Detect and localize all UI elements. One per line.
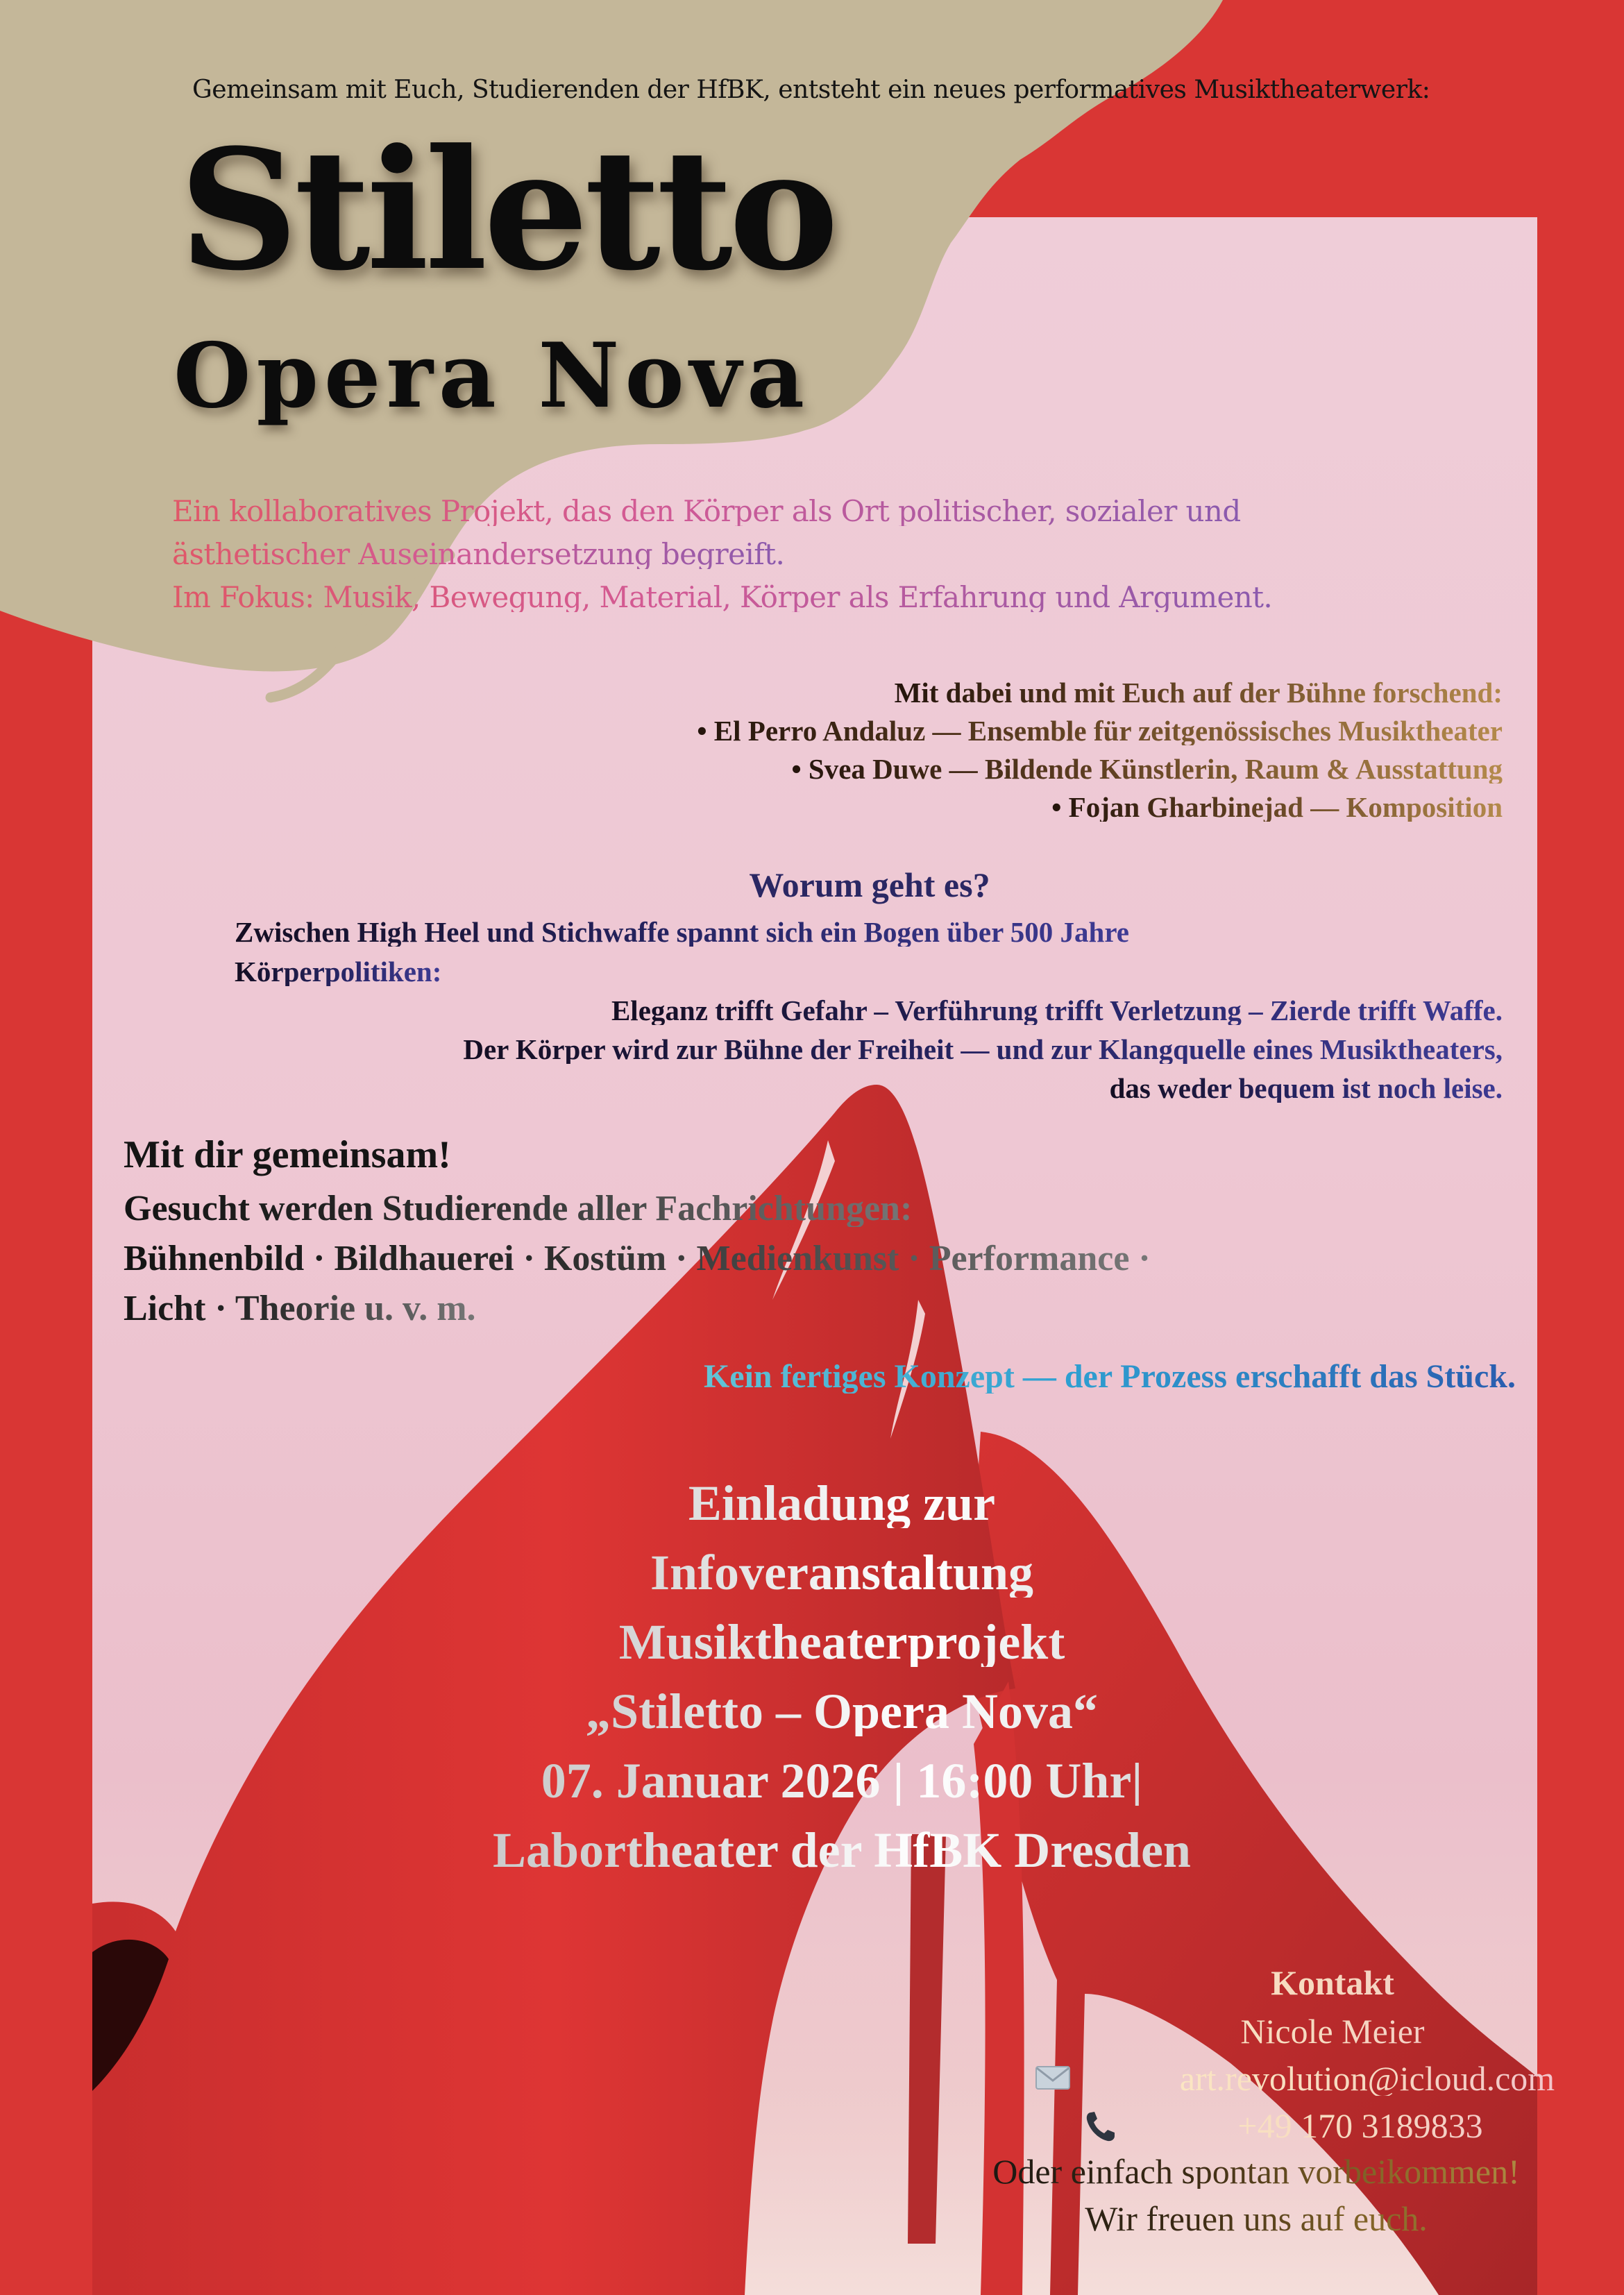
closing-line-2: Wir freuen uns auf euch. bbox=[923, 2201, 1589, 2236]
participants-heading: Mit dabei und mit Euch auf der Bühne forschend: bbox=[894, 677, 1503, 709]
invitation-date-time: 07. Januar 2026 | 16:00 Uhr| bbox=[0, 1756, 1624, 1806]
participant-item: • Fojan Gharbinejad — Komposition bbox=[1051, 791, 1503, 823]
call-heading: Mit dir gemeinsam! bbox=[124, 1133, 451, 1176]
poster-subtitle: Opera Nova bbox=[174, 324, 811, 428]
invitation-line-1: Einladung zur bbox=[0, 1478, 1624, 1528]
call-line-1: Gesucht werden Studierende aller Fachrichtungen: bbox=[124, 1189, 913, 1228]
participant-item: • Svea Duwe — Bildende Künstlerin, Raum & Ausstattung bbox=[791, 753, 1503, 785]
contact-email-link[interactable]: art.revolution@icloud.com bbox=[1034, 2061, 1624, 2096]
participant-item: • El Perro Andaluz — Ensemble für zeitgenössisches Musiktheater bbox=[697, 715, 1503, 747]
contact-name: Nicole Meier bbox=[999, 2014, 1624, 2049]
description-line-3: Im Fokus: Musik, Bewegung, Material, Körper als Erfahrung und Argument. bbox=[172, 580, 1273, 614]
about-line-2: Körperpolitiken: bbox=[235, 956, 442, 988]
invitation-title: „Stiletto – Opera Nova“ bbox=[0, 1686, 1624, 1736]
about-line-3: Eleganz trifft Gefahr – Verführung trifft Verletzung – Zierde trifft Waffe. bbox=[611, 994, 1503, 1026]
contact-phone-link[interactable]: +49 170 3189833 bbox=[1027, 2108, 1624, 2143]
invitation-line-3: Musiktheaterprojekt bbox=[0, 1617, 1624, 1667]
closing-line-1: Oder einfach spontan vorbeikommen! bbox=[923, 2154, 1589, 2189]
description-line-2: ästhetischer Auseinandersetzung begreift. bbox=[172, 537, 785, 571]
about-heading: Worum geht es? bbox=[749, 865, 990, 904]
contact-heading: Kontakt bbox=[999, 1965, 1624, 2000]
poster-title: Stiletto bbox=[179, 114, 835, 307]
intro-line: Gemeinsam mit Euch, Studierenden der HfBK, entsteht ein neues performatives Musiktheaterwerk: bbox=[192, 76, 1430, 104]
about-line-4: Der Körper wird zur Bühne der Freiheit — und zur Klangquelle eines Musiktheaters, bbox=[463, 1033, 1503, 1065]
about-line-1: Zwischen High Heel und Stichwaffe spannt sich ein Bogen über 500 Jahre bbox=[235, 916, 1129, 948]
call-line-2: Bühnenbild · Bildhauerei · Kostüm · Medienkunst · Performance · bbox=[124, 1239, 1151, 1278]
description-line-1: Ein kollaboratives Projekt, das den Körper als Ort politischer, sozialer und bbox=[172, 494, 1241, 528]
about-line-5: das weder bequem ist noch leise. bbox=[1109, 1072, 1503, 1104]
invitation-line-2: Infoveranstaltung bbox=[0, 1548, 1624, 1598]
call-tagline: Kein fertiges Konzept — der Prozess erschafft das Stück. bbox=[703, 1358, 1516, 1395]
call-line-3: Licht · Theorie u. v. m. bbox=[124, 1289, 476, 1328]
invitation-location: Labortheater der HfBK Dresden bbox=[0, 1825, 1624, 1875]
